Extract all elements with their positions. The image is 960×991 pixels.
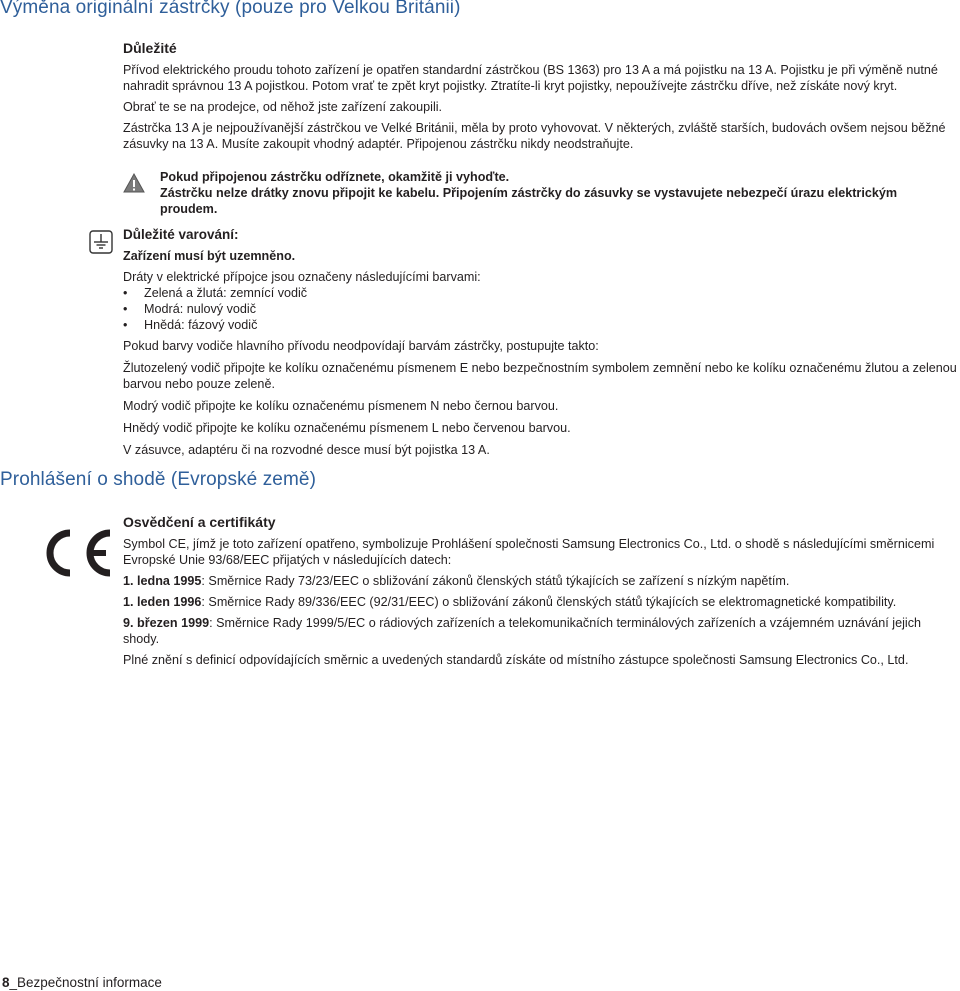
- wire-item: • Modrá: nulový vodič: [123, 301, 958, 317]
- directive-text: : Směrnice Rady 1999/5/EC o rádiových zařízeních a telekomunikačních terminálových zařízeních a vzájemném uznávání jejich shody.: [123, 616, 922, 646]
- plug-standard-paragraph: Zástrčka 13 A je nejpoužívanější zástrčkou ve Velké Británii, měla by proto vyhovovat. V některých, zvláště starších, budovách ovšem nejsou běžné zásuvky na 13 A. Musíte zakoupit vhodný adaptér. Připojenou zástrčku nikdy neodstraňujte.: [123, 121, 946, 151]
- directive-text: : Směrnice Rady 89/336/EEC (92/31/EEC) o sbližování zákonů členských států týkajících se elektromagnetické kompatibility.: [201, 595, 897, 609]
- section-title-plug-replacement: Výměna originální zástrčky (pouze pro Velkou Británii): [0, 0, 461, 18]
- directive-date: 1. leden 1996: [123, 595, 202, 609]
- ce-intro-paragraph: Symbol CE, jímž je toto zařízení opatřeno, symbolizuje Prohlášení společnosti Samsung Electronics Co., Ltd. o shodě s následujícími směrnicemi Evropské Unie 93/68/EEC přijatých v následujících datech:: [123, 537, 935, 567]
- directive-date: 1. ledna 1995: [123, 574, 202, 588]
- footer-label: _Bezpečnostní informace: [9, 975, 162, 990]
- important-heading: Důležité: [123, 40, 177, 56]
- earth-ground-icon: [89, 230, 113, 259]
- wire-item: • Zelená a žlutá: zemnící vodič: [123, 285, 958, 301]
- wires-intro: Dráty v elektrické přípojce jsou označeny následujícími barvami:: [123, 270, 481, 284]
- warning-heading: Důležité varování:: [123, 227, 239, 242]
- ce-mark-icon: [40, 527, 116, 584]
- brown-wire-paragraph: Hnědý vodič připojte ke kolíku označenému písmenem L nebo červenou barvou.: [123, 421, 571, 435]
- warning-triangle-icon: [123, 173, 145, 198]
- contact-dealer-paragraph: Obrať te se na prodejce, od něhož jste zařízení zakoupili.: [123, 100, 443, 114]
- warning-block: [160, 169, 955, 217]
- warning-line-1: Pokud připojenou zástrčku odříznete, okamžitě ji vyhoďte.: [160, 170, 510, 184]
- directive-text: : Směrnice Rady 73/23/EEC o sbližování zákonů členských států týkajících se zařízení s nízkým napětím.: [201, 574, 790, 588]
- directive-date: 9. březen 1999: [123, 616, 210, 630]
- directive-item: [123, 594, 958, 610]
- closing-paragraph: Plné znění s definicí odpovídajících směrnic a uvedených standardů získáte od místního zástupce společnosti Samsung Electronics Co., Ltd.: [123, 653, 909, 667]
- directive-item: [123, 573, 958, 589]
- fuse-requirement-paragraph: V zásuvce, adaptéru či na rozvodné desce musí být pojistka 13 A.: [123, 443, 490, 457]
- certificates-heading: Osvědčení a certifikáty: [123, 514, 276, 530]
- certificates-block: [123, 514, 958, 668]
- warning-line-2: Zástrčku nelze drátky znovu připojit ke kabelu. Připojením zástrčky do zásuvky se vystavujete nebezpečí úrazu elektrickým proudem.: [160, 186, 898, 216]
- green-wire-paragraph: Žlutozelený vodič připojte ke kolíku označenému písmenem E nebo bezpečnostním symbolem zemnění nebo ke kolíku označenému žlutou a zelenou barvou nebo pouze zeleně.: [123, 361, 957, 391]
- page-footer: [2, 975, 162, 990]
- grounding-block: [123, 226, 958, 458]
- directive-item: [123, 615, 958, 647]
- important-block: [123, 40, 958, 152]
- page-number: 8: [2, 975, 10, 990]
- fuse-paragraph: Přívod elektrického proudu tohoto zařízení je opatřen standardní zástrčkou (BS 1363) pro 13 A a má pojistku na 13 A. Pojistku je při výměně nutné nahradit správnou 13 A pojistkou. Potom vrať te zpět kryt pojistky. Ztratíte-li kryt pojistky, nepoužívejte zástrčku dříve, než získáte nový kryt.: [123, 63, 938, 93]
- blue-wire-paragraph: Modrý vodič připojte ke kolíku označenému písmenem N nebo černou barvou.: [123, 399, 559, 413]
- wire-item: • Hnědá: fázový vodič: [123, 317, 958, 333]
- mismatch-paragraph: Pokud barvy vodiče hlavního přívodu neodpovídají barvám zástrčky, postupujte takto:: [123, 339, 599, 353]
- section-title-conformity: Prohlášení o shodě (Evropské země): [0, 469, 316, 490]
- warning-subheading: Zařízení musí být uzemněno.: [123, 249, 296, 263]
